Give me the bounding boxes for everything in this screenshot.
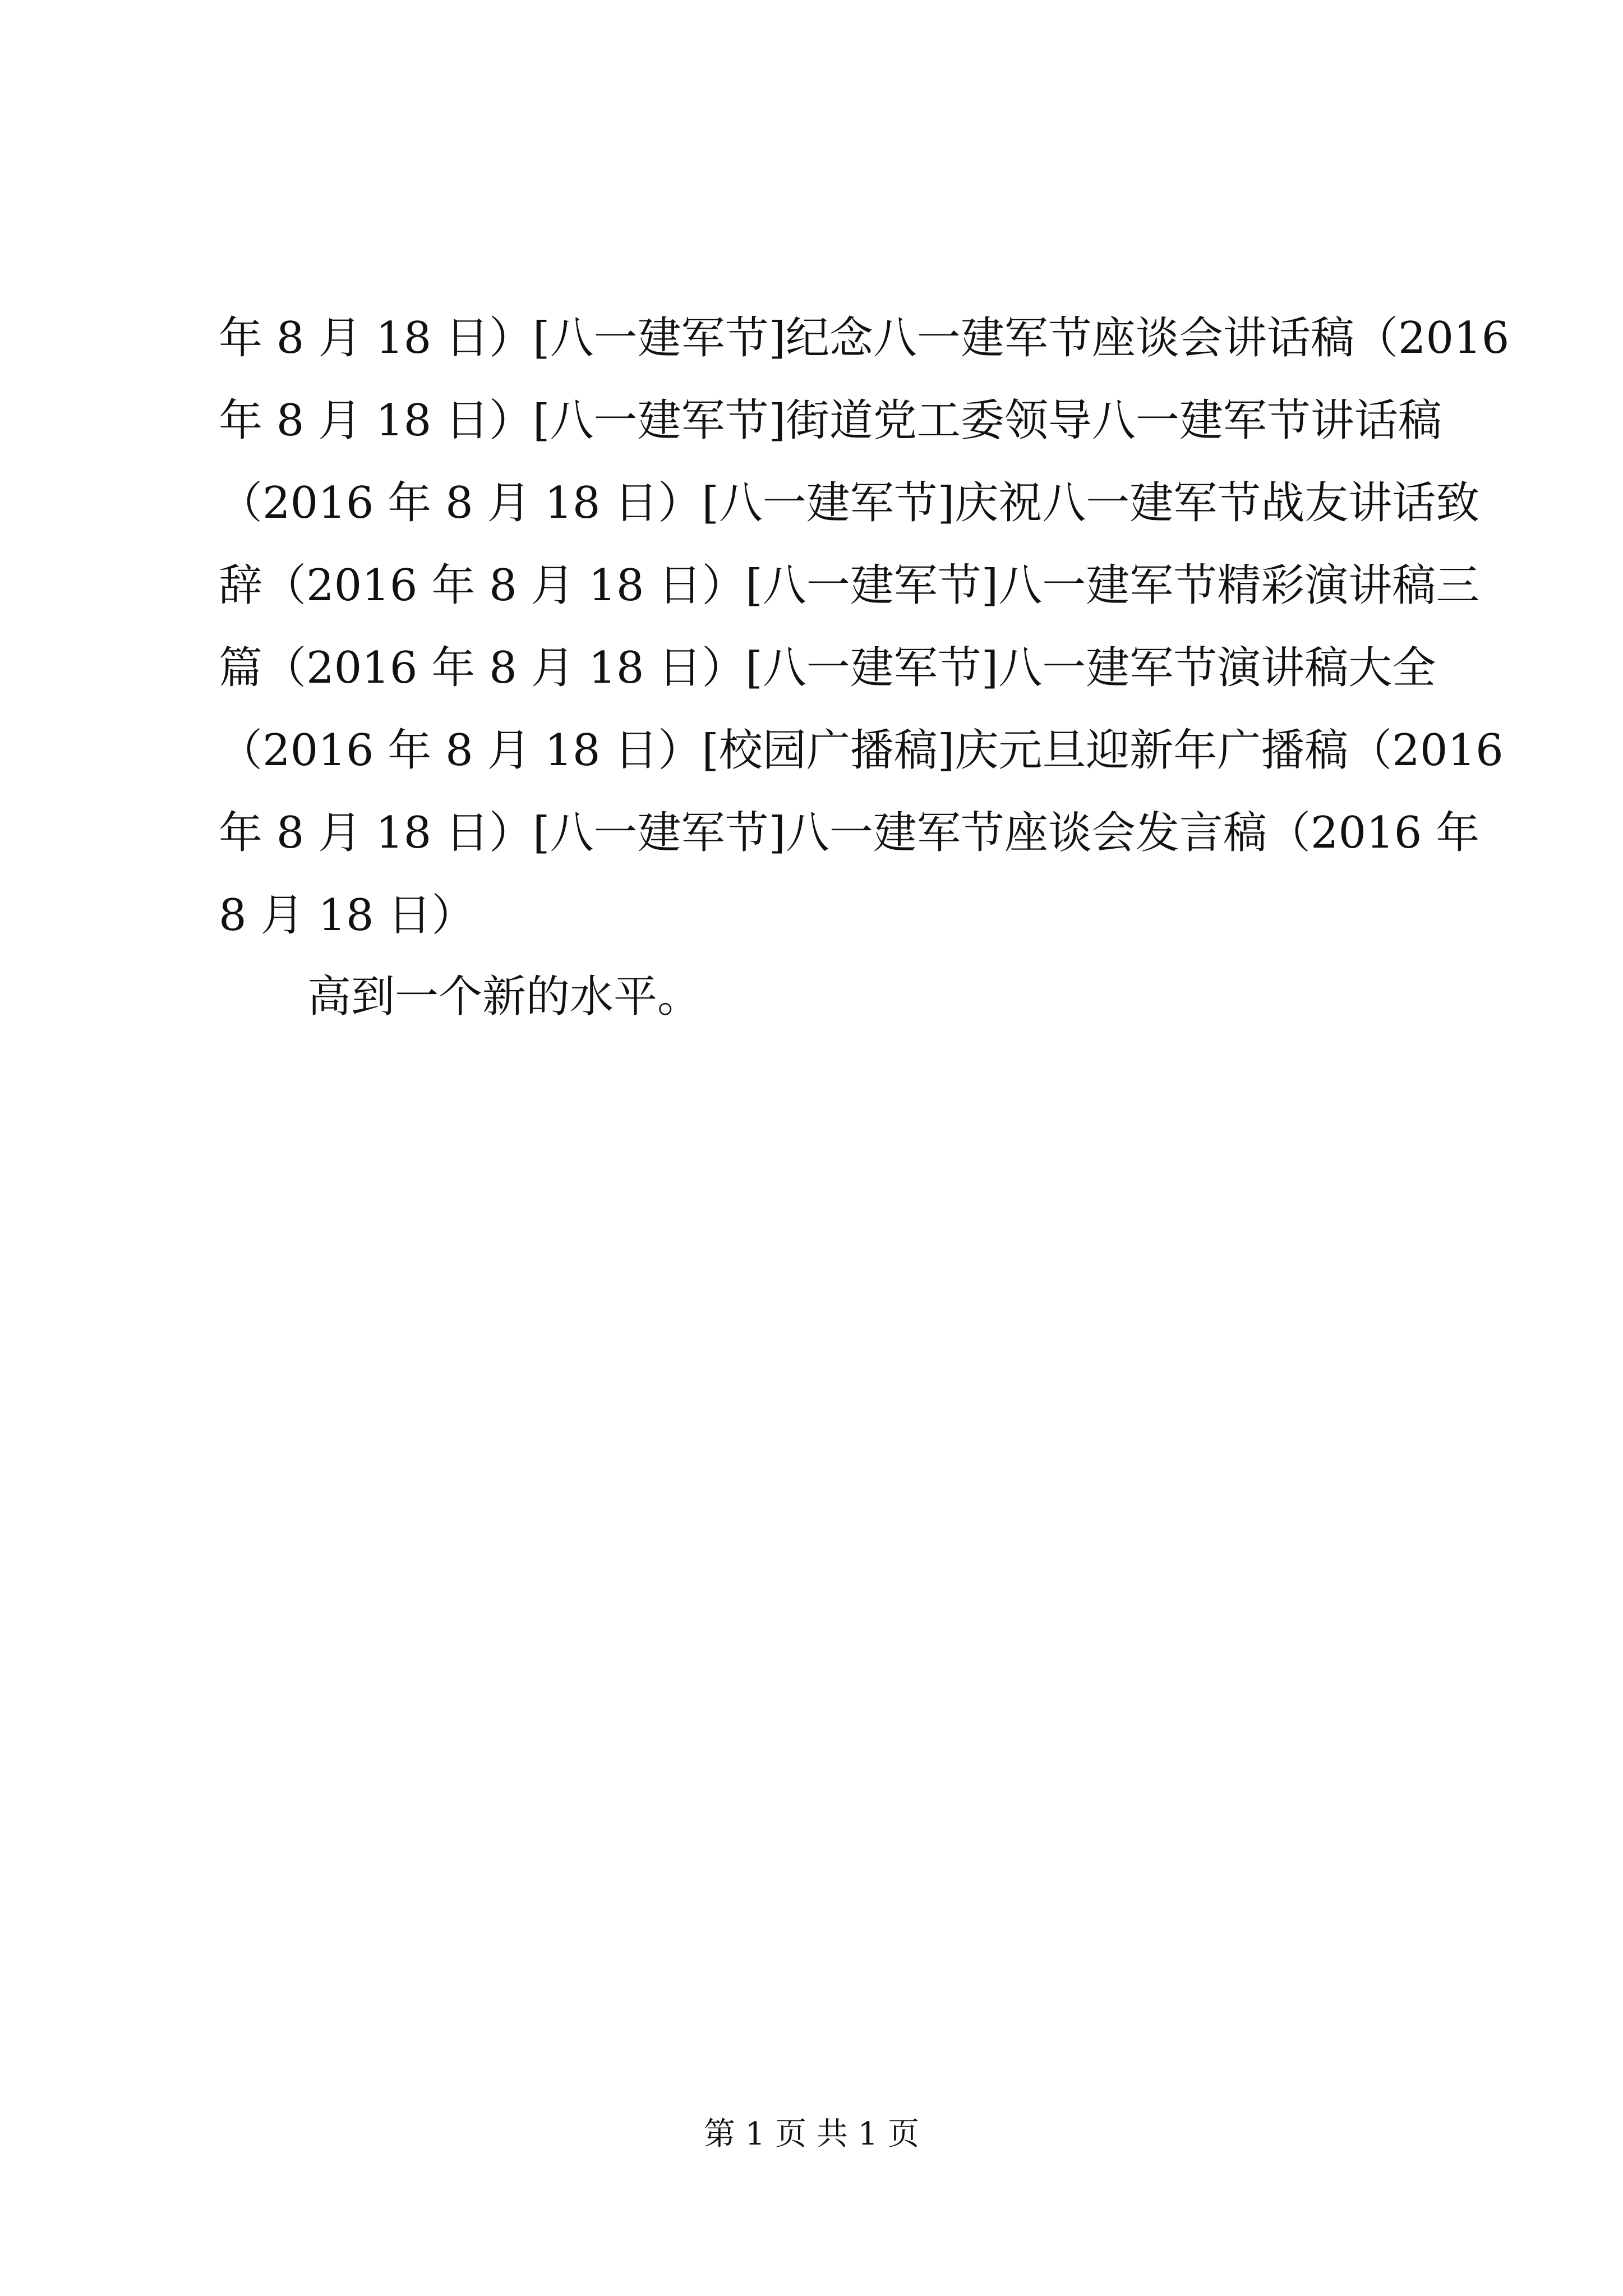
- paragraph: 高到一个新的水平。: [307, 972, 702, 1022]
- text-line: 辞（2016 年 8 月 18 日）[八一建军节]八一建军节精彩演讲稿三: [219, 560, 1480, 611]
- text-line: （2016 年 8 月 18 日）[八一建军节]庆祝八一建军节战友讲话致: [219, 478, 1480, 528]
- body-text: [219, 297, 1510, 957]
- text-line: 年 8 月 18 日）[八一建军节]街道党工委领导八一建军节讲话稿: [219, 395, 1442, 446]
- text-line: 8 月 18 日）: [219, 890, 476, 941]
- page-footer: 第 1 页 共 1 页: [703, 2116, 920, 2152]
- text-line: 年 8 月 18 日）[八一建军节]纪念八一建军节座谈会讲话稿（2016: [219, 313, 1510, 364]
- text-line: 年 8 月 18 日）[八一建军节]八一建军节座谈会发言稿（2016 年: [219, 808, 1480, 858]
- text-line: （2016 年 8 月 18 日）[校园广播稿]庆元旦迎新年广播稿（2016: [219, 725, 1504, 776]
- text-line: 篇（2016 年 8 月 18 日）[八一建军节]八一建军节演讲稿大全: [219, 643, 1436, 693]
